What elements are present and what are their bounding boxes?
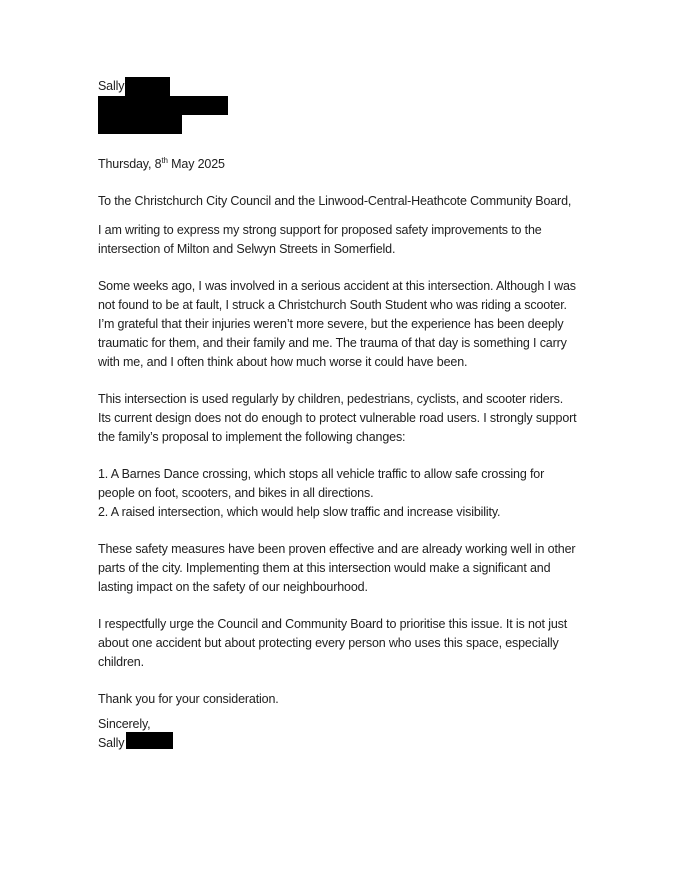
signature-line xyxy=(98,734,578,753)
sender-name-line xyxy=(98,77,578,96)
date-ordinal-superscript: th xyxy=(161,155,168,165)
sender-first-name: Sally xyxy=(98,79,125,93)
paragraph-support-statement: I am writing to express my strong support for proposed safety improvements to the intersection of Milton and Selwyn Streets in Somerfield. xyxy=(98,223,542,256)
list-item-raised-intersection: 2. A raised intersection, which would help slow traffic and increase visibility. xyxy=(98,505,501,519)
date-suffix: May 2025 xyxy=(167,157,225,171)
paragraph-urge-council: I respectfully urge the Council and Community Board to prioritise this issue. It is not just about one accident but about protecting every person who uses this space, especially children. xyxy=(98,617,568,669)
paragraph-accident-account: Some weeks ago, I was involved in a serious accident at this intersection. Although I was not found to be at fault, I struck a Christchurch South Student who was riding a scooter. I’m grateful that their injuries weren’t more severe, but the experience has been deeply traumatic for them, and their family and me. The trauma of that day is something I carry with me, and I often think about how much worse it could have been. xyxy=(98,279,576,369)
paragraph-intersection-use: This intersection is used regularly by children, pedestrians, cyclists, and scooter riders. Its current design does not do enough to protect vulnerable road users. I strongly support the family’s proposal to implement the following changes: xyxy=(98,392,577,444)
signoff-block xyxy=(98,715,578,753)
proposed-changes-list xyxy=(98,465,578,522)
closing-thanks: Thank you for your consideration. xyxy=(98,692,279,706)
signature-first-name: Sally xyxy=(98,736,125,750)
redacted-surname-box xyxy=(125,77,170,96)
date-prefix: Thursday, 8 xyxy=(98,157,162,171)
sender-address-block xyxy=(98,77,578,134)
signoff-word: Sincerely, xyxy=(98,717,151,731)
list-item-barnes-dance: 1. A Barnes Dance crossing, which stops all vehicle traffic to allow safe crossing for people on foot, scooters, and bikes in all directions. xyxy=(98,467,545,500)
paragraph-proven-measures: These safety measures have been proven effective and are already working well in other parts of the city. Implementing them at this intersection would make a significant and lasting impact on the safety of our neighbourhood. xyxy=(98,542,576,594)
redacted-address-line-1-box xyxy=(98,96,228,115)
redacted-signature-surname-box xyxy=(126,732,173,749)
redacted-address-line-2-box xyxy=(98,115,182,134)
date-line xyxy=(98,155,578,174)
salutation: To the Christchurch City Council and the Linwood-Central-Heathcote Community Board, xyxy=(98,194,572,208)
